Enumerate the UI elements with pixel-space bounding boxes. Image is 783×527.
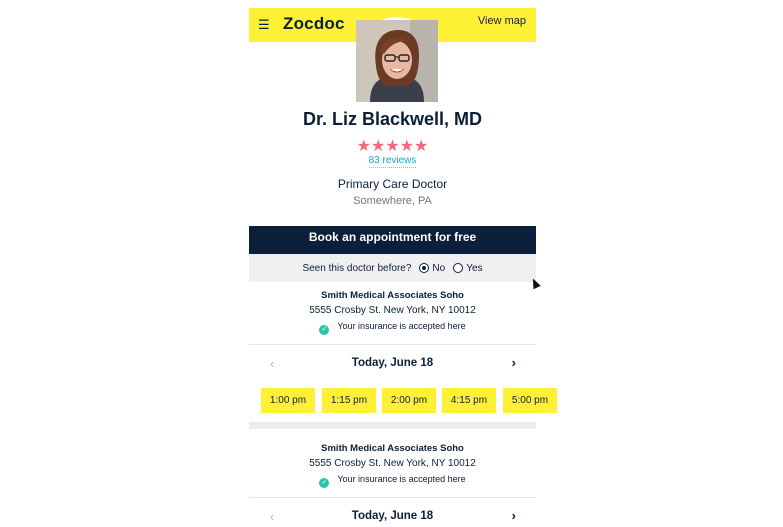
view-map-link[interactable]: View map bbox=[477, 15, 526, 27]
doctor-photo bbox=[356, 20, 438, 102]
check-icon: ✓ bbox=[319, 478, 329, 488]
seen-before-row bbox=[249, 254, 536, 282]
check-icon: ✓ bbox=[319, 325, 329, 335]
divider bbox=[249, 497, 536, 498]
insurance-status bbox=[249, 474, 536, 488]
insurance-text: Your insurance is accepted here bbox=[337, 321, 466, 331]
reviews-link[interactable] bbox=[249, 155, 536, 166]
chevron-left-icon[interactable]: ‹ bbox=[270, 356, 275, 371]
option-yes[interactable] bbox=[453, 263, 482, 274]
mobile-viewport bbox=[249, 8, 549, 524]
chevron-left-icon[interactable]: ‹ bbox=[270, 509, 275, 524]
radio-yes[interactable] bbox=[453, 263, 463, 273]
doctor-location: Somewhere, PA bbox=[353, 195, 432, 207]
chevron-right-icon[interactable]: › bbox=[511, 355, 516, 370]
divider bbox=[249, 344, 536, 345]
date-label: Today, June 18 bbox=[351, 510, 434, 522]
insurance-text: Your insurance is accepted here bbox=[337, 474, 466, 484]
date-navigator bbox=[249, 507, 536, 527]
time-slot-button[interactable]: 1:15 pm bbox=[322, 388, 376, 413]
date-label: Today, June 18 bbox=[351, 357, 434, 369]
hamburger-menu-icon[interactable]: ☰ bbox=[258, 17, 270, 32]
doctor-avatar bbox=[353, 17, 441, 105]
time-slot-button[interactable]: 1:00 pm bbox=[261, 388, 315, 413]
rating-stars-icon: ★★★★★ bbox=[356, 138, 429, 155]
reviews-count[interactable]: 83 reviews bbox=[368, 155, 417, 166]
practice-name: Smith Medical Associates Soho bbox=[321, 443, 464, 454]
insurance-status bbox=[249, 321, 536, 335]
practice-address: 5555 Crosby St. New York, NY 10012 bbox=[309, 458, 476, 469]
time-slot-button[interactable]: 4:15 pm bbox=[442, 388, 496, 413]
chevron-right-icon[interactable]: › bbox=[511, 508, 516, 523]
date-navigator bbox=[249, 354, 536, 374]
doctor-specialty: Primary Care Doctor bbox=[337, 177, 448, 191]
radio-no[interactable] bbox=[419, 263, 429, 273]
time-slot-button[interactable]: 5:00 pm bbox=[503, 388, 557, 413]
zocdoc-logo[interactable]: Zocdoc bbox=[283, 14, 345, 33]
time-slot-button[interactable]: 2:00 pm bbox=[382, 388, 436, 413]
practice-address: 5555 Crosby St. New York, NY 10012 bbox=[309, 305, 476, 316]
option-no[interactable] bbox=[419, 263, 445, 274]
option-yes-label[interactable]: Yes bbox=[466, 262, 483, 274]
option-no-label[interactable]: No bbox=[432, 262, 446, 274]
seen-before-question: Seen this doctor before? bbox=[302, 262, 412, 274]
doctor-name: Dr. Liz Blackwell, MD bbox=[302, 109, 483, 129]
book-appointment-banner: Book an appointment for free bbox=[249, 226, 536, 254]
practice-name: Smith Medical Associates Soho bbox=[321, 290, 464, 301]
section-separator bbox=[249, 422, 536, 429]
